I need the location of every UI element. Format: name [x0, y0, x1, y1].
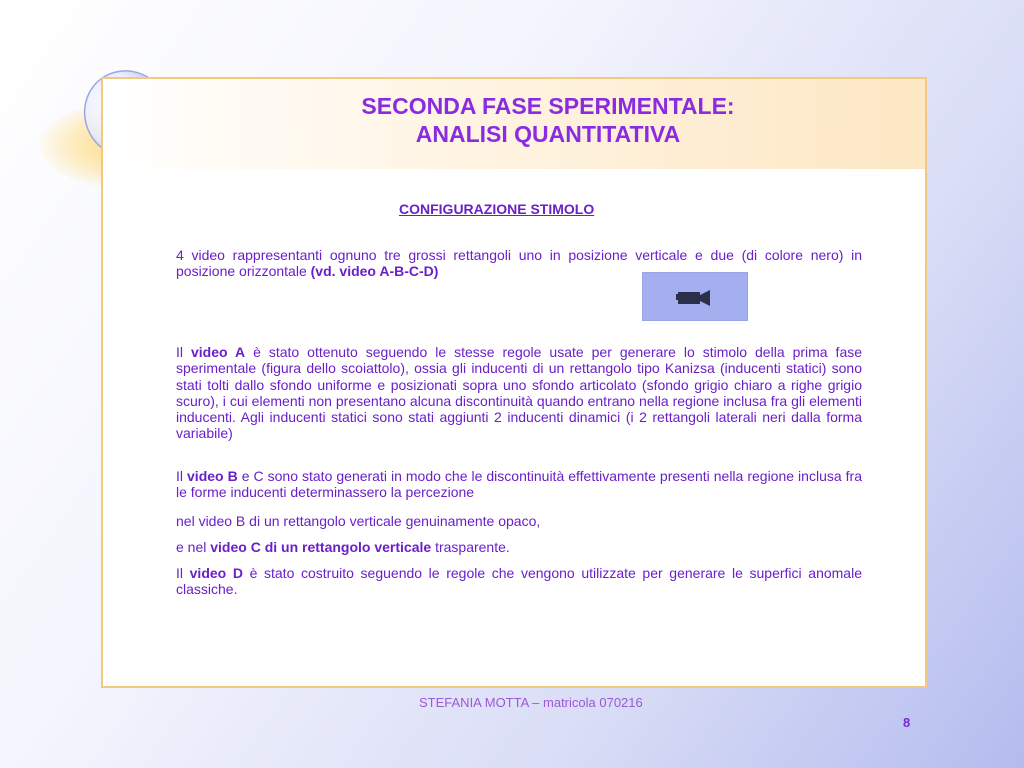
- video-b-paragraph: [176, 468, 862, 501]
- video-a-label: video A: [190, 344, 246, 360]
- slide-title: [283, 92, 813, 148]
- video-d-prefix: Il: [176, 565, 190, 581]
- video-d-label: video D: [189, 565, 243, 581]
- video-b-line: nel video B di un rettangolo verticale genuinamente opaco,: [176, 513, 541, 529]
- video-c-paragraph: [176, 539, 862, 555]
- video-a-text: è stato ottenuto seguendo le stesse regole usate per generare lo stimolo della prima fase sperimentale (figura dello scoiattolo), ossia gli inducenti di un rettangolo tipo Kanizsa (inducenti statici) sono stati tolti dallo sfondo uniforme e posizionati sopra uno sfondo articolato (sfondo grigio chiaro a righe grigio scuro), i cui elementi non presentano alcuna discontinuità quando entrano nella regione inclusa fra gli elementi inducenti. Agli inducenti statici sono stati aggiunti 2 inducenti dinamici (i 2 rettangoli laterali neri dalla forma variabile): [176, 344, 863, 442]
- title-line-1: SECONDA FASE SPERIMENTALE:: [361, 93, 735, 119]
- video-b-prefix: Il: [176, 468, 188, 484]
- video-a-paragraph: [176, 344, 862, 442]
- video-button[interactable]: [642, 272, 748, 321]
- video-d-paragraph: [176, 565, 862, 598]
- content-box: [101, 77, 927, 688]
- video-c-text: trasparente.: [431, 539, 510, 555]
- video-d-text: è stato costruito seguendo le regole che vengono utilizzate per generare le superfici anomale classiche.: [176, 565, 862, 598]
- section-heading: CONFIGURAZIONE STIMOLO: [399, 201, 595, 217]
- intro-text: 4 video rappresentanti ognuno tre grossi rettangoli uno in posizione verticale e due (di colore nero) in posizione orizzontale: [176, 247, 862, 280]
- page-number: 8: [903, 715, 911, 730]
- video-b-text: e C sono stato generati in modo che le discontinuità effettivamente presenti nella regione inclusa fra le forme inducenti determinassero la percezione: [176, 468, 862, 501]
- title-line-2: ANALISI QUANTITATIVA: [415, 121, 681, 147]
- video-c-prefix: e nel: [176, 539, 211, 555]
- intro-paragraph: [176, 247, 862, 280]
- intro-bold: (vd. video A-B-C-D): [310, 263, 439, 280]
- video-b-label: video B: [187, 468, 238, 484]
- video-a-prefix: Il: [176, 344, 191, 360]
- video-c-label: video C di un rettangolo verticale: [210, 539, 432, 555]
- footer-author: STEFANIA MOTTA – matricola 070216: [419, 695, 643, 710]
- video-camera-icon: [676, 287, 714, 307]
